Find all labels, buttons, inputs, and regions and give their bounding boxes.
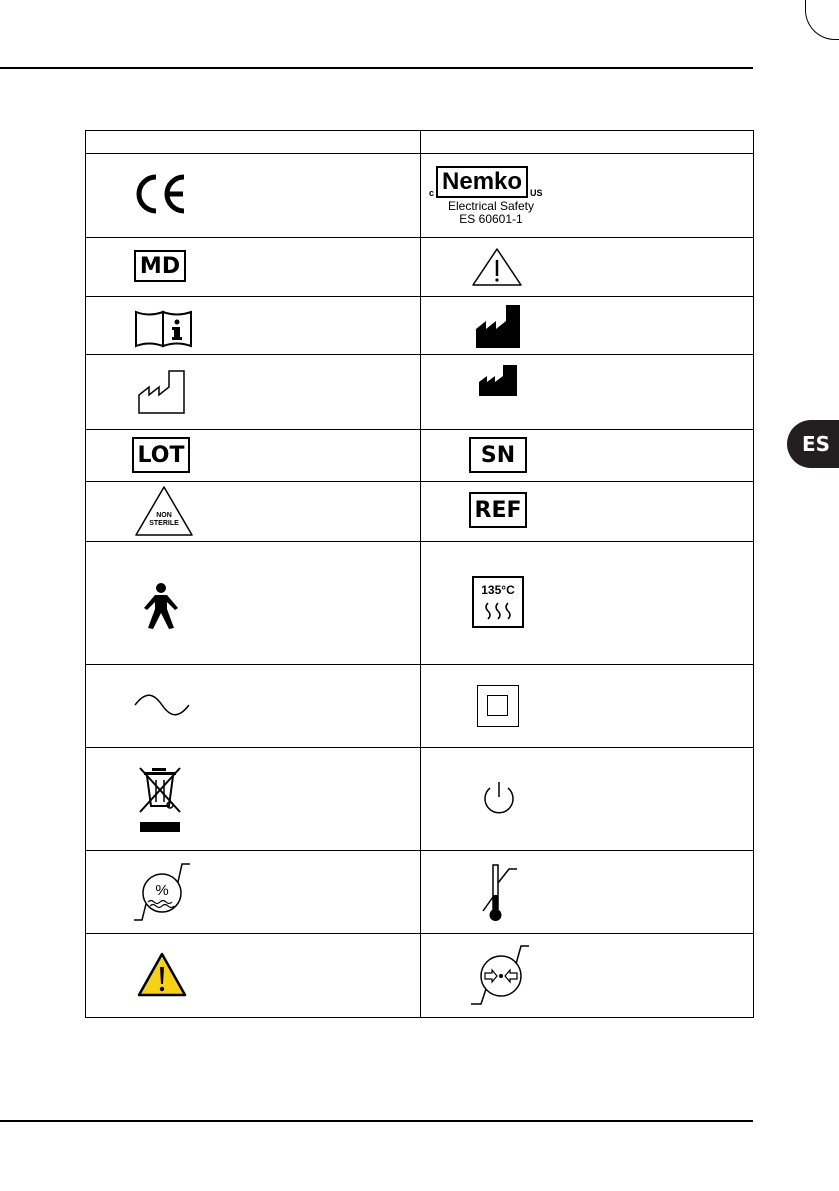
language-tab[interactable]: ES	[787, 420, 839, 468]
warning-triangle-icon	[471, 247, 523, 287]
symbol-cell	[421, 238, 754, 297]
standby-power-icon	[480, 781, 518, 815]
symbol-cell	[421, 430, 754, 482]
table-row	[86, 238, 754, 297]
header-cell-right	[421, 131, 754, 154]
non-label: NON	[156, 512, 172, 519]
sterile-label: STERILE	[149, 520, 179, 527]
table-row	[86, 934, 754, 1018]
symbol-cell	[421, 851, 754, 934]
nemko-line1: Electrical Safety	[447, 199, 535, 213]
class-ii-inner-square	[487, 695, 508, 716]
type-b-applied-part-icon	[141, 582, 181, 630]
humidity-limit-icon	[134, 860, 194, 926]
manufacturer-icon	[474, 303, 522, 349]
symbol-cell	[86, 542, 421, 665]
humidity-percent: %	[155, 882, 169, 899]
symbol-cell	[421, 934, 754, 1018]
symbol-cell	[421, 154, 754, 238]
symbol-cell	[86, 851, 421, 934]
medical-device-icon: MD	[134, 250, 186, 282]
header-cell-left	[86, 131, 421, 154]
nemko-line2: ES 60601-1	[459, 212, 523, 226]
symbol-cell	[86, 482, 421, 542]
symbol-cell	[421, 297, 754, 355]
nemko-certification-icon	[429, 166, 579, 226]
date-of-manufacture-icon	[137, 369, 187, 415]
table-row	[86, 154, 754, 238]
header-rule	[0, 67, 753, 69]
symbol-cell	[421, 355, 754, 430]
consult-instructions-icon	[134, 309, 194, 349]
temperature-label: 135°C	[481, 583, 515, 597]
table-row	[86, 482, 754, 542]
symbol-cell	[421, 482, 754, 542]
table-row	[86, 851, 754, 934]
table-row	[86, 665, 754, 748]
symbol-cell	[86, 665, 421, 748]
symbol-cell	[86, 934, 421, 1018]
page-corner-mark	[805, 0, 839, 40]
symbol-cell	[421, 665, 754, 748]
symbol-cell	[86, 355, 421, 430]
temperature-limit-icon	[479, 863, 519, 923]
table-row	[86, 355, 754, 430]
table-row	[86, 297, 754, 355]
non-sterile-text	[134, 512, 194, 528]
ce-mark-icon	[134, 174, 188, 214]
table-row	[86, 430, 754, 482]
symbol-cell	[86, 430, 421, 482]
manufacturer-small-icon	[477, 363, 519, 397]
alternating-current-icon	[133, 694, 191, 716]
symbol-cell	[86, 748, 421, 851]
table-row	[86, 748, 754, 851]
table-header-row	[86, 131, 754, 154]
serial-number-icon: SN	[469, 437, 527, 473]
atmospheric-pressure-limit-icon	[469, 942, 531, 1008]
catalogue-reference-icon: REF	[469, 492, 527, 528]
sterilization-135c-icon	[472, 576, 524, 628]
table-row	[86, 542, 754, 665]
symbol-cell	[86, 297, 421, 355]
caution-yellow-icon	[137, 952, 187, 998]
nemko-prefix: c	[429, 188, 435, 198]
symbols-table	[85, 130, 754, 1018]
nemko-brand: Nemko	[436, 166, 528, 198]
symbol-cell	[86, 154, 421, 238]
class-ii-equipment-icon	[477, 685, 519, 727]
symbol-cell	[421, 748, 754, 851]
nemko-suffix: US	[530, 188, 543, 198]
weee-disposal-icon	[138, 766, 182, 834]
symbol-cell	[86, 238, 421, 297]
footer-rule	[0, 1120, 753, 1122]
non-sterile-icon	[134, 485, 194, 537]
lot-number-icon: LOT	[132, 437, 190, 473]
symbol-cell	[421, 542, 754, 665]
